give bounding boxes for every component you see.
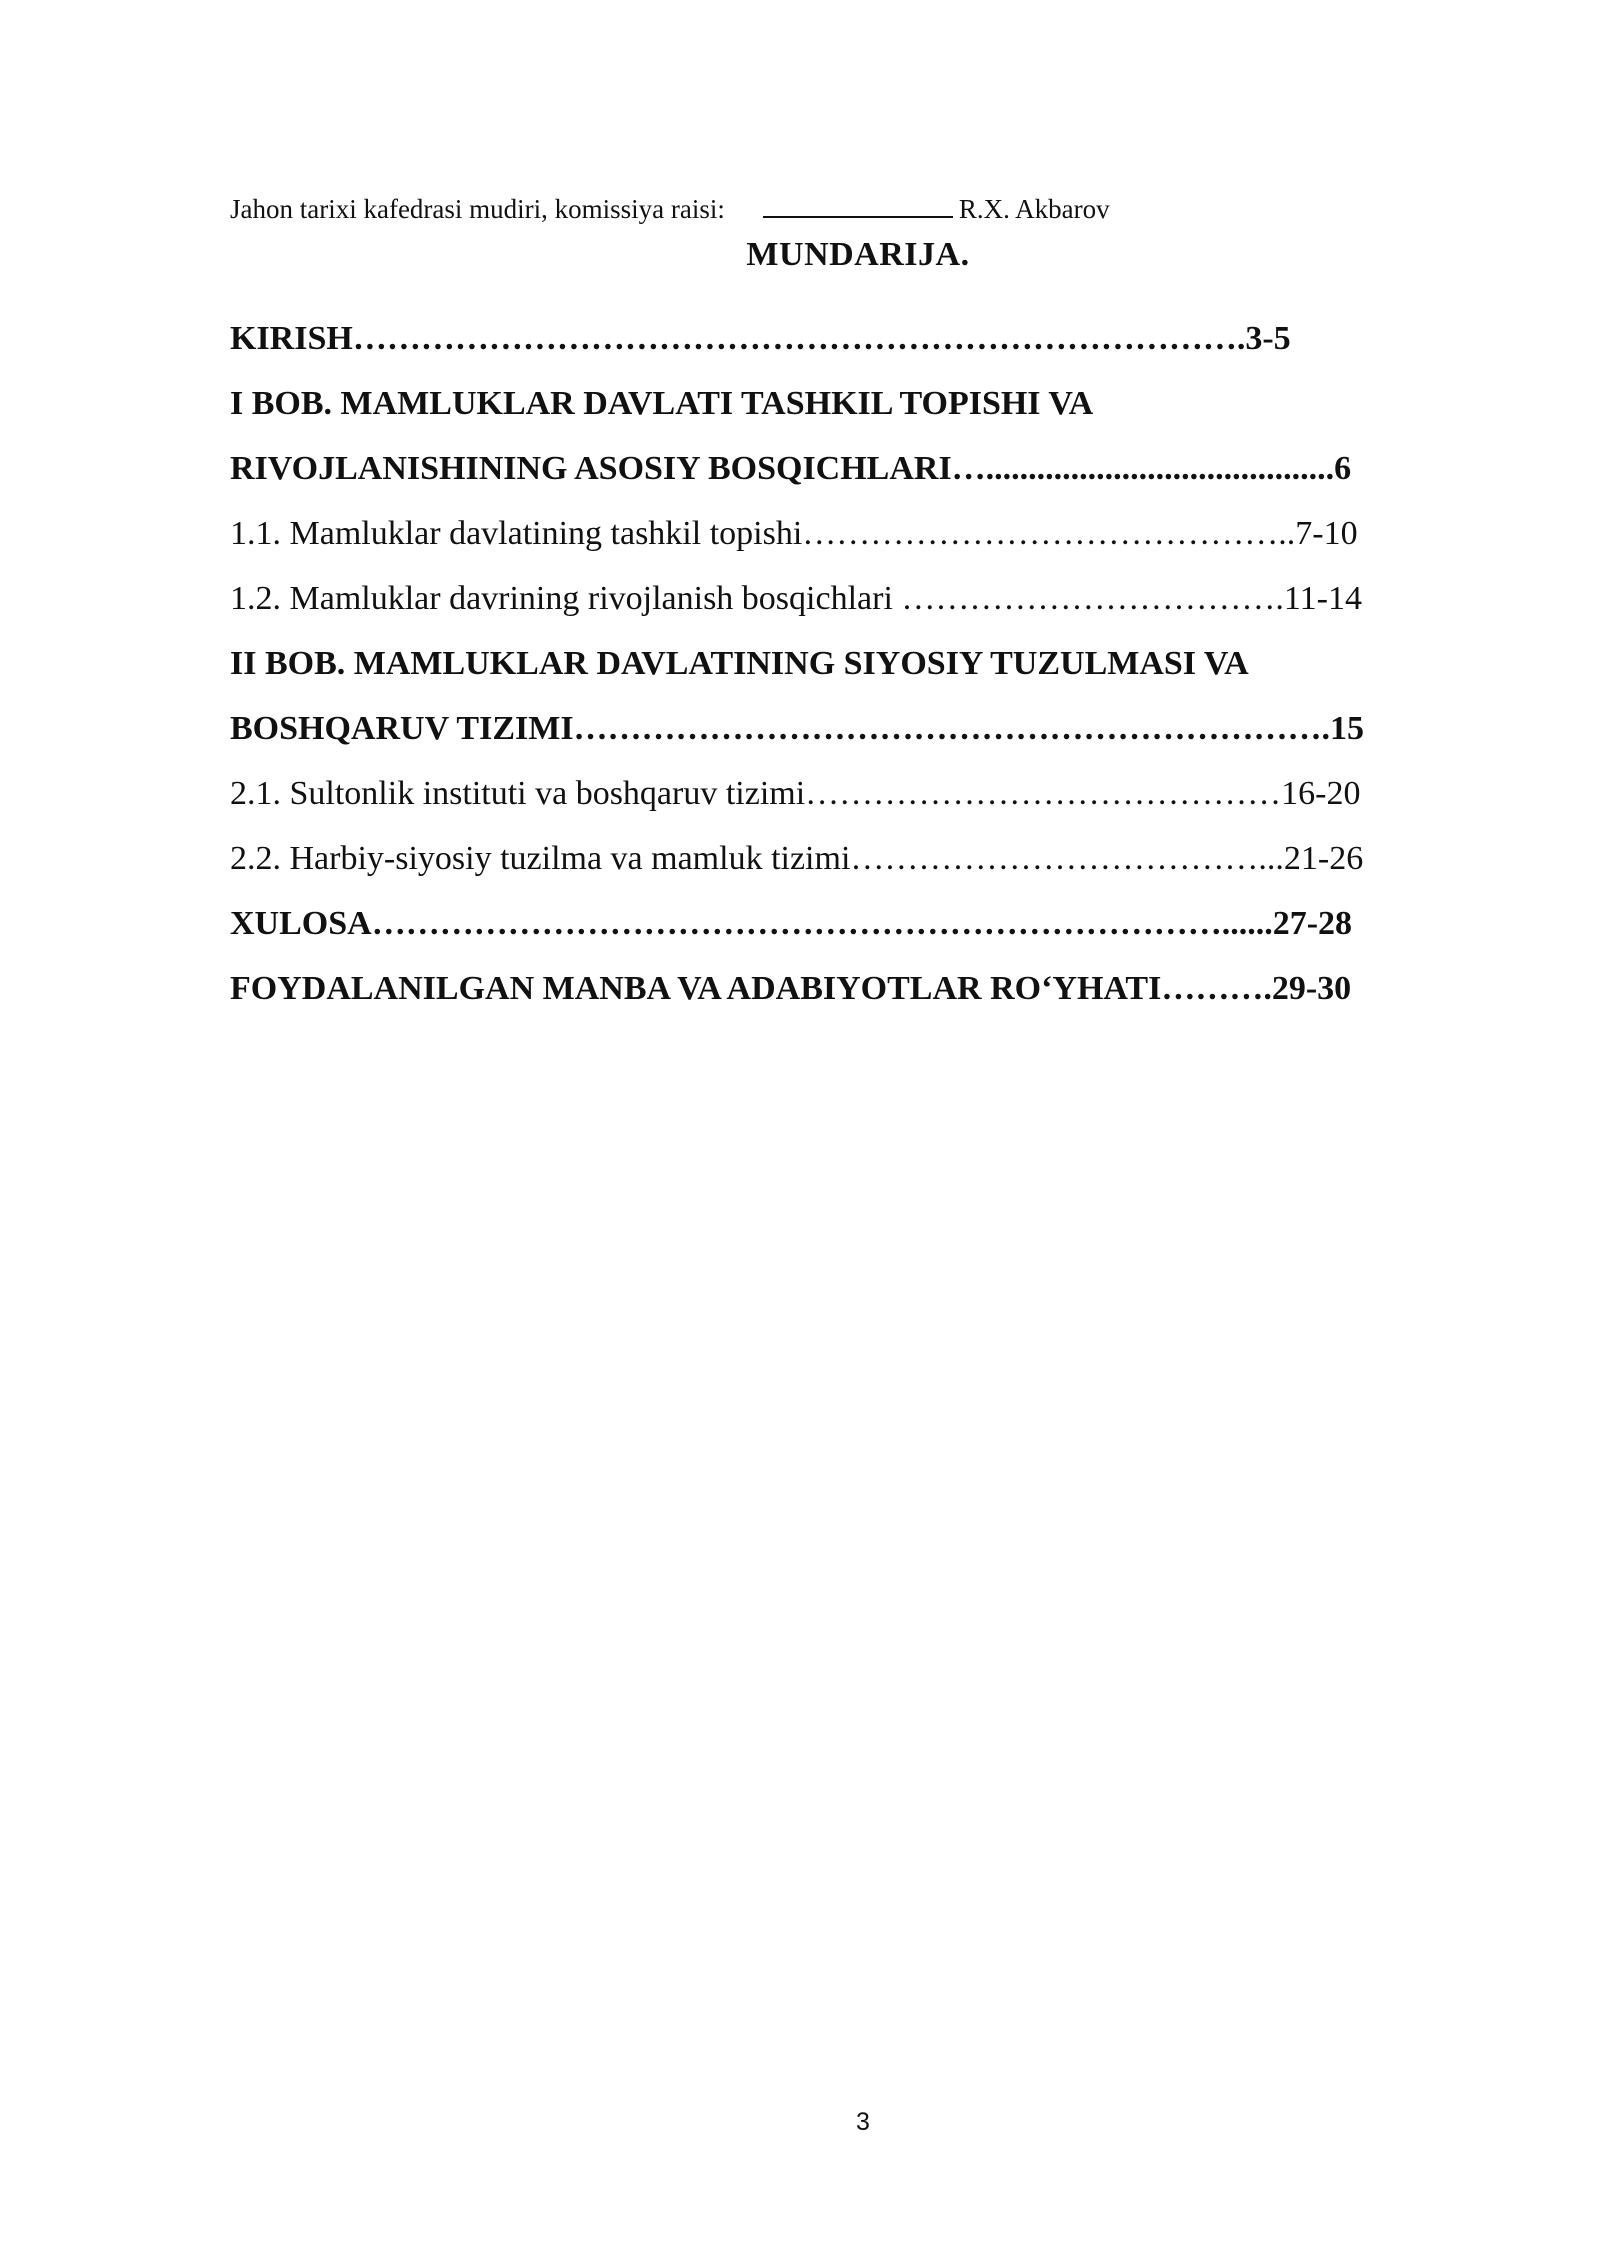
toc-entry-chapter-2-line-2: BOSHQARUV TIZIMI………………………………………………………….15 (230, 710, 1365, 747)
signature-name: R.X. Akbarov (958, 194, 1110, 224)
toc-entry-xulosa: XULOSA…………………………………………………………………......27-28 (230, 905, 1353, 942)
signature-line (230, 191, 1110, 227)
toc-entry-section-2-1: 2.1. Sultonlik instituti va boshqaruv tizimi……………………………………16-20 (230, 775, 1361, 812)
signature-blank (763, 194, 953, 218)
signature-label: Jahon tarixi kafedrasi mudiri, komissiya raisi: (230, 194, 725, 224)
toc-title: MUNDARIJA. (746, 236, 970, 273)
table-of-contents (230, 306, 1505, 1021)
toc-entry-references: FOYDALANILGAN MANBA VA ADABIYOTLAR RO‘YHATI……….29-30 (230, 970, 1352, 1007)
toc-entry-section-2-2: 2.2. Harbiy-siyosiy tuzilma va mamluk tizimi………………………………...21-26 (230, 840, 1364, 877)
page-number: 3 (856, 2108, 870, 2136)
toc-entry-section-1-1: 1.1. Mamluklar davlatining tashkil topishi……………………………………..7-10 (230, 515, 1358, 552)
toc-entry-section-1-2: 1.2. Mamluklar davrining rivojlanish bosqichlari …………………………….11-14 (230, 580, 1362, 617)
toc-entry-kirish: KIRISH…………………………………………………………………….3-5 (230, 320, 1291, 357)
toc-entry-chapter-1-line-2: RIVOJLANISHINING ASOSIY BOSQICHLARI….........................................6 (230, 450, 1352, 487)
toc-entry-chapter-1-line-1: I BOB. MAMLUKLAR DAVLATI TASHKIL TOPISHI VA (230, 385, 1094, 422)
toc-entry-chapter-2-line-1: II BOB. MAMLUKLAR DAVLATINING SIYOSIY TUZULMASI VA (230, 645, 1249, 682)
